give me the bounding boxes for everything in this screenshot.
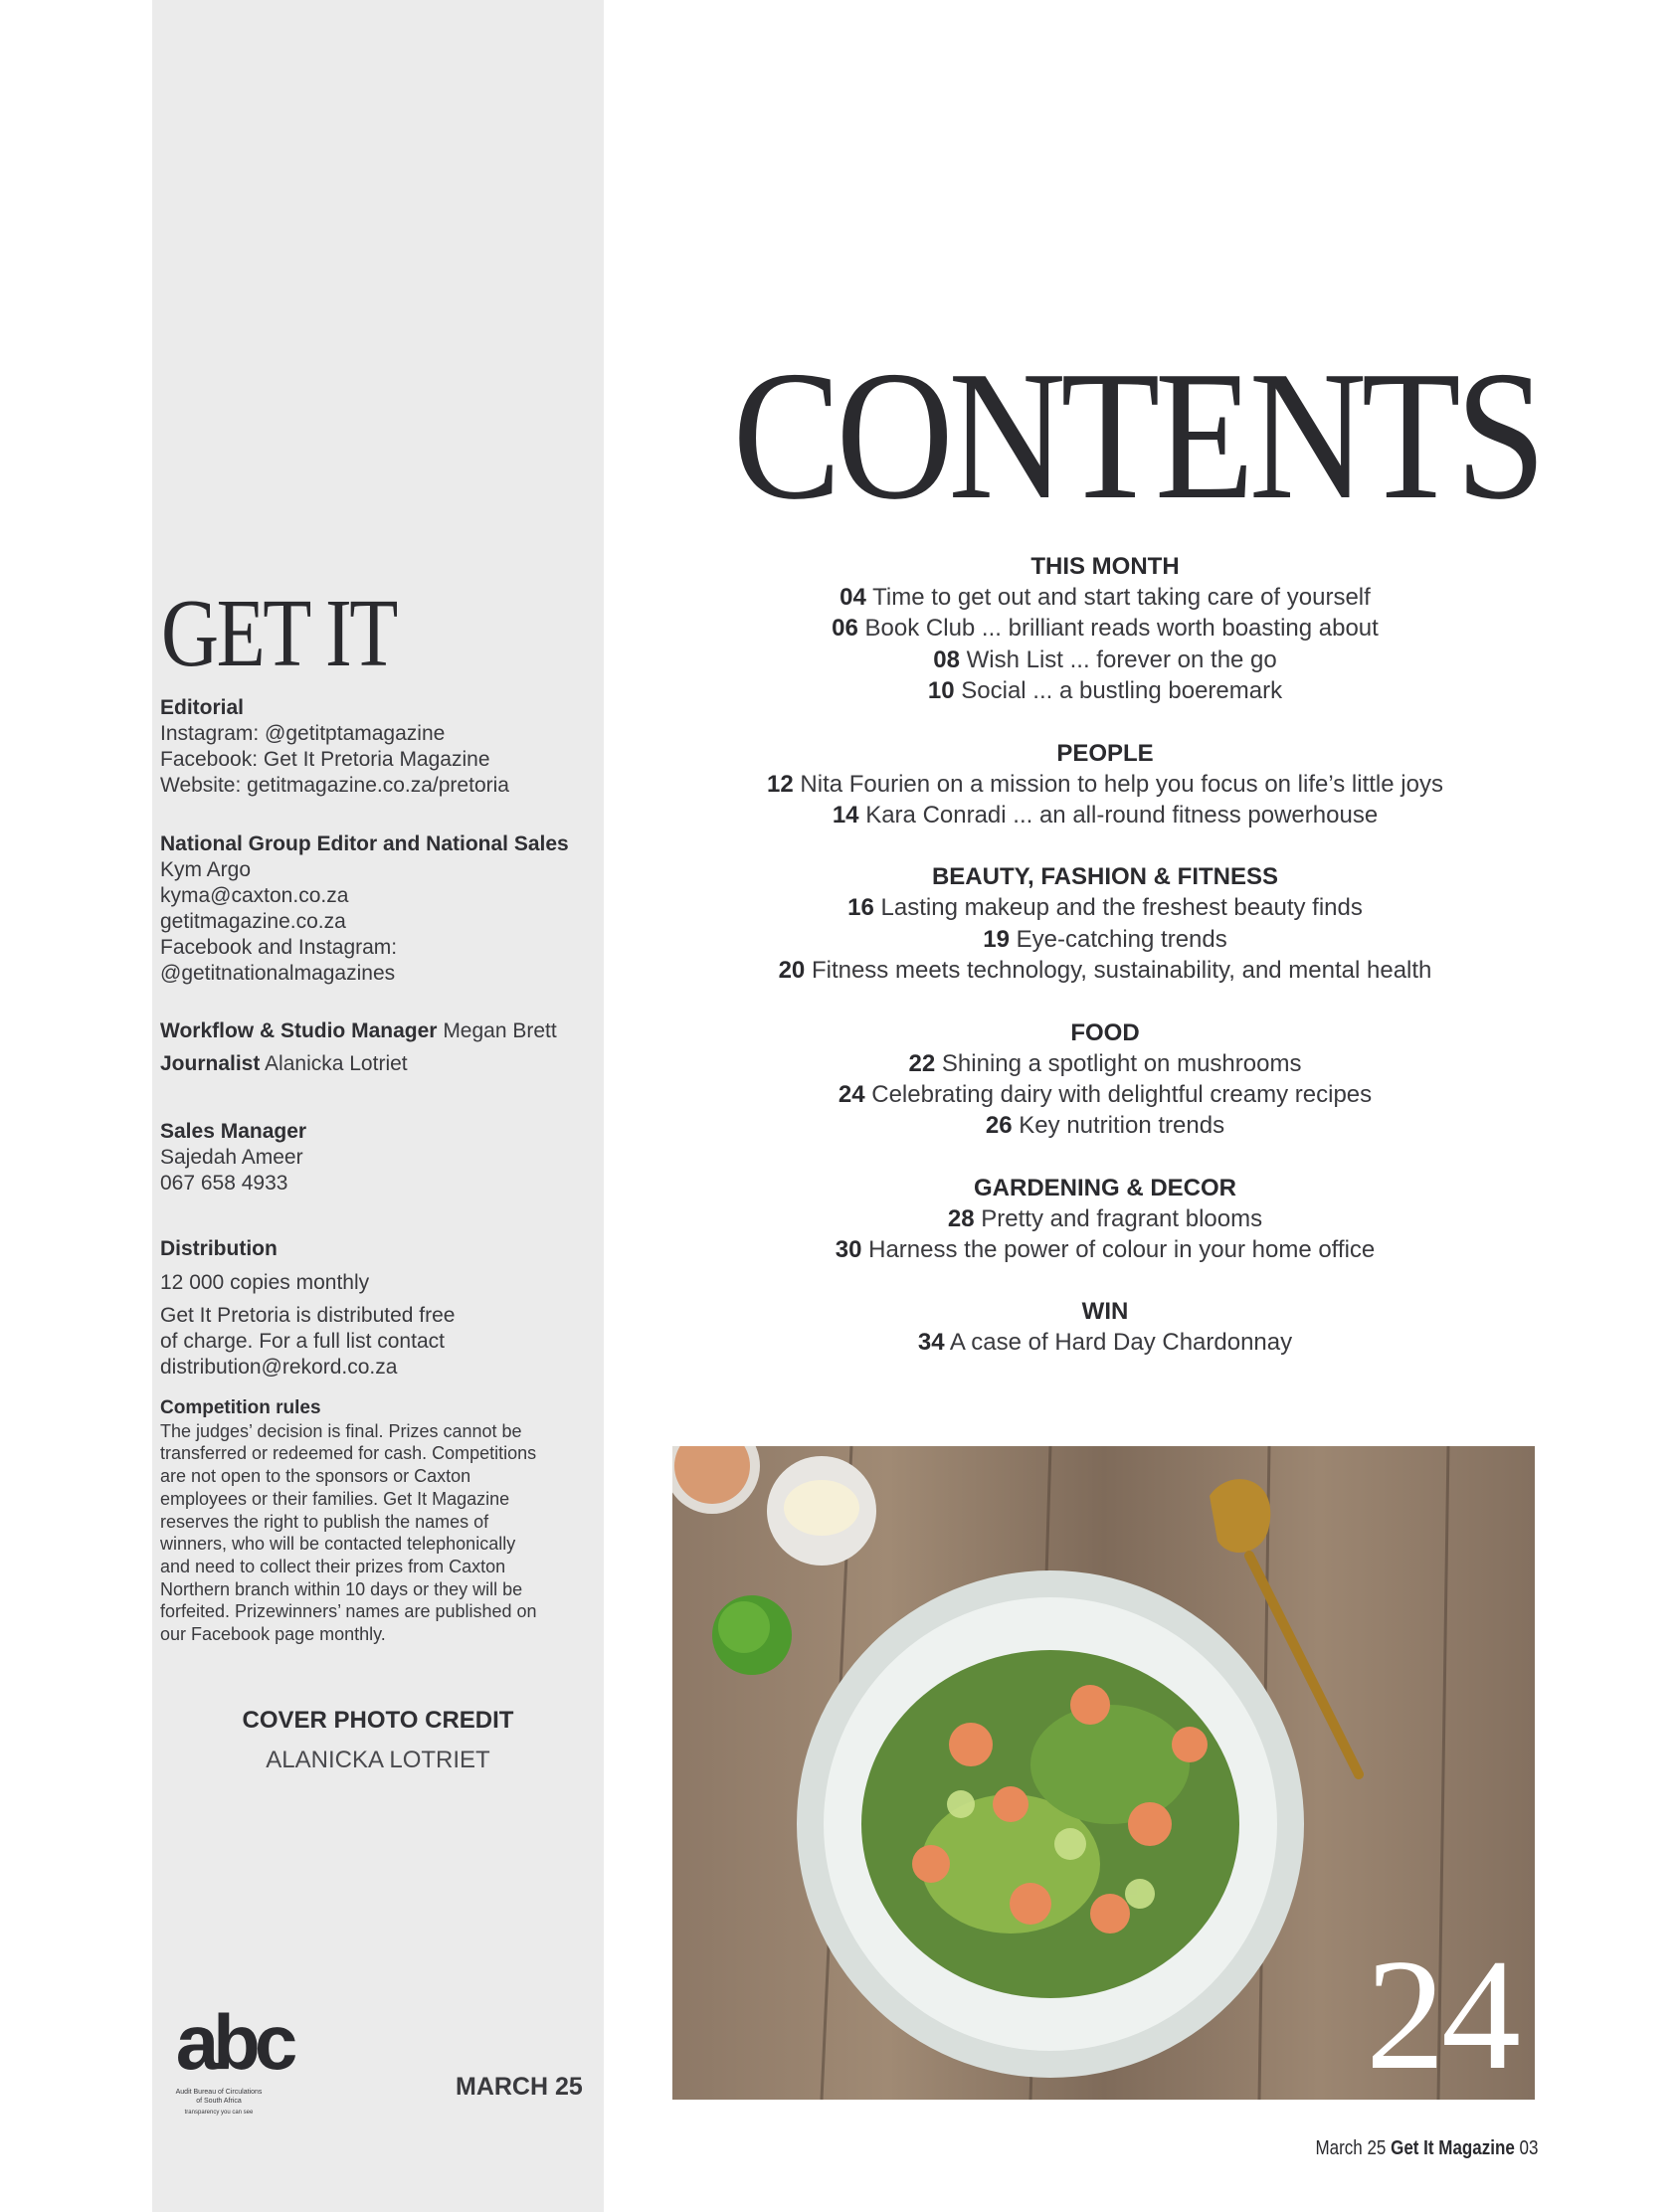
abc-logo-mark: abc	[175, 2011, 292, 2086]
toc-page-number: 20	[778, 957, 806, 985]
toc-page-number: 19	[983, 925, 1010, 953]
distribution-line: Get It Pretoria is distributed free	[160, 1304, 456, 1327]
competition-line: and need to collect their prizes from Caxton	[160, 1556, 506, 1576]
competition-line: transferred or redeemed for cash. Competitions	[160, 1443, 537, 1464]
toc-page-number: 22	[908, 1049, 936, 1077]
toc-item[interactable]	[682, 1048, 1528, 1079]
sales-block	[160, 1119, 598, 1197]
section-heading: WIN	[1081, 1298, 1129, 1326]
abc-logo-line: transparency you can see	[184, 2110, 254, 2116]
toc-page-number: 12	[767, 770, 794, 798]
toc-item-title: Shining a spotlight on mushrooms	[941, 1049, 1302, 1077]
national-block	[160, 831, 598, 987]
toc-item-title: Lasting makeup and the freshest beauty finds	[880, 894, 1363, 922]
toc-item[interactable]	[682, 955, 1528, 986]
table-of-contents	[682, 551, 1528, 1359]
toc-item-title: Social ... a bustling boeremark	[961, 677, 1283, 705]
toc-item[interactable]	[682, 1110, 1528, 1141]
toc-item[interactable]	[682, 1203, 1528, 1234]
editorial-block	[160, 695, 598, 799]
distribution-line: distribution@rekord.co.za	[160, 1356, 398, 1379]
cover-credit-name: ALANICKA LOTRIET	[266, 1747, 490, 1773]
staff-block	[160, 1018, 598, 1077]
footer-page: 03	[1519, 2137, 1538, 2159]
competition-line: winners, who will be contacted telephonically	[160, 1534, 516, 1555]
competition-rules-block	[160, 1397, 598, 1646]
section-heading: GARDENING & DECOR	[973, 1174, 1236, 1201]
toc-item[interactable]	[682, 800, 1528, 830]
journalist-role: Journalist	[160, 1052, 261, 1075]
toc-page-number: 08	[933, 645, 960, 673]
toc-item-title: Eye-catching trends	[1016, 925, 1227, 953]
distribution-copies: 12 000 copies monthly	[160, 1271, 370, 1294]
issue-label: MARCH 25	[456, 2073, 583, 2101]
toc-page-number: 16	[847, 894, 874, 922]
toc-item[interactable]	[682, 892, 1528, 923]
competition-line: The judges’ decision is final. Prizes cannot be	[160, 1420, 522, 1441]
footer-magazine: Get It Magazine	[1390, 2137, 1515, 2159]
editorial-heading: Editorial	[160, 696, 245, 719]
abc-logo-line: of South Africa	[196, 2098, 242, 2105]
toc-page-number: 04	[840, 584, 866, 611]
toc-page-number: 30	[835, 1236, 862, 1264]
distribution-block	[160, 1236, 598, 1381]
competition-line: Northern branch within 10 days or they will be	[160, 1578, 523, 1599]
sales-line: Sajedah Ameer	[160, 1146, 303, 1169]
toc-item[interactable]	[682, 1327, 1528, 1358]
competition-line: forfeited. Prizewinners’ names are published on	[160, 1601, 537, 1622]
contents-title: CONTENTS	[732, 333, 1542, 538]
toc-page-number: 10	[927, 677, 955, 705]
distribution-line: of charge. For a full list contact	[160, 1330, 445, 1353]
competition-line: employees or their families. Get It Magazine	[160, 1488, 510, 1509]
sidebar-panel	[152, 0, 604, 2212]
competition-line: are not open to the sponsors or Caxton	[160, 1466, 471, 1487]
toc-item-title: A case of Hard Day Chardonnay	[949, 1329, 1293, 1357]
distribution-heading: Distribution	[160, 1237, 278, 1260]
toc-page-number: 26	[985, 1112, 1013, 1140]
competition-line: our Facebook page monthly.	[160, 1624, 386, 1645]
section-heading: PEOPLE	[1056, 739, 1154, 767]
food-photo	[672, 1446, 1535, 2100]
workflow-name: Megan Brett	[443, 1019, 557, 1042]
national-line: getitmagazine.co.za	[160, 910, 346, 933]
toc-item-title: Kara Conradi ... an all-round fitness powerhouse	[865, 801, 1379, 829]
sales-heading: Sales Manager	[160, 1120, 307, 1143]
section-heading: BEAUTY, FASHION & FITNESS	[931, 863, 1279, 891]
editorial-line: Website: getitmagazine.co.za/pretoria	[160, 774, 509, 797]
national-line: Facebook and Instagram:	[160, 936, 398, 959]
toc-page-number: 34	[917, 1329, 945, 1357]
section-heading: THIS MONTH	[1030, 553, 1180, 580]
toc-item-title: Harness the power of colour in your home office	[868, 1236, 1376, 1264]
competition-line: reserves the right to publish the names of	[160, 1511, 489, 1532]
journalist-line	[160, 1051, 598, 1077]
toc-item[interactable]	[682, 924, 1528, 955]
footer-date: March 25	[1315, 2137, 1386, 2159]
workflow-role: Workflow & Studio Manager	[160, 1019, 438, 1042]
toc-item[interactable]	[682, 582, 1528, 613]
toc-page-number: 06	[832, 615, 858, 643]
feature-page-number: 24	[1366, 1926, 1517, 2100]
national-line: @getitnationalmagazines	[160, 962, 396, 985]
national-line: kyma@caxton.co.za	[160, 884, 349, 907]
toc-page-number: 28	[947, 1204, 975, 1232]
toc-item-title: Wish List ... forever on the go	[966, 645, 1277, 673]
cover-credit-title: COVER PHOTO CREDIT	[242, 1707, 514, 1734]
editorial-line: Facebook: Get It Pretoria Magazine	[160, 748, 490, 771]
toc-item-title: Time to get out and start taking care of yourself	[872, 584, 1371, 611]
page-footer	[1315, 2137, 1538, 2160]
toc-item[interactable]	[682, 1079, 1528, 1110]
toc-item-title: Key nutrition trends	[1019, 1112, 1225, 1140]
sales-line: 067 658 4933	[160, 1172, 288, 1195]
workflow-line	[160, 1018, 598, 1044]
toc-item-title: Celebrating dairy with delightful creamy recipes	[871, 1080, 1373, 1108]
national-line: Kym Argo	[160, 858, 252, 881]
toc-item[interactable]	[682, 645, 1528, 675]
toc-item-title: Book Club ... brilliant reads worth boasting about	[864, 615, 1379, 643]
toc-page-number: 14	[832, 801, 859, 829]
national-heading: National Group Editor and National Sales	[160, 832, 569, 855]
toc-item[interactable]	[682, 769, 1528, 800]
toc-item-title: Fitness meets technology, sustainability, and mental health	[811, 957, 1432, 985]
toc-item-title: Nita Fourien on a mission to help you focus on life’s little joys	[800, 770, 1443, 798]
toc-item[interactable]	[682, 675, 1528, 706]
editorial-line: Instagram: @getitptamagazine	[160, 722, 446, 745]
toc-item[interactable]	[682, 1234, 1528, 1265]
toc-page-number: 24	[838, 1080, 865, 1108]
toc-item-title: Pretty and fragrant blooms	[981, 1204, 1263, 1232]
section-heading: FOOD	[1070, 1018, 1140, 1046]
abc-logo-line: Audit Bureau of Circulations	[175, 2089, 263, 2096]
abc-logo-icon	[164, 2011, 303, 2120]
competition-heading: Competition rules	[160, 1397, 321, 1418]
toc-item[interactable]	[682, 613, 1528, 644]
cover-photo-credit	[152, 1701, 604, 1780]
brand-title: GET IT	[161, 580, 396, 687]
journalist-name: Alanicka Lotriet	[265, 1052, 408, 1075]
